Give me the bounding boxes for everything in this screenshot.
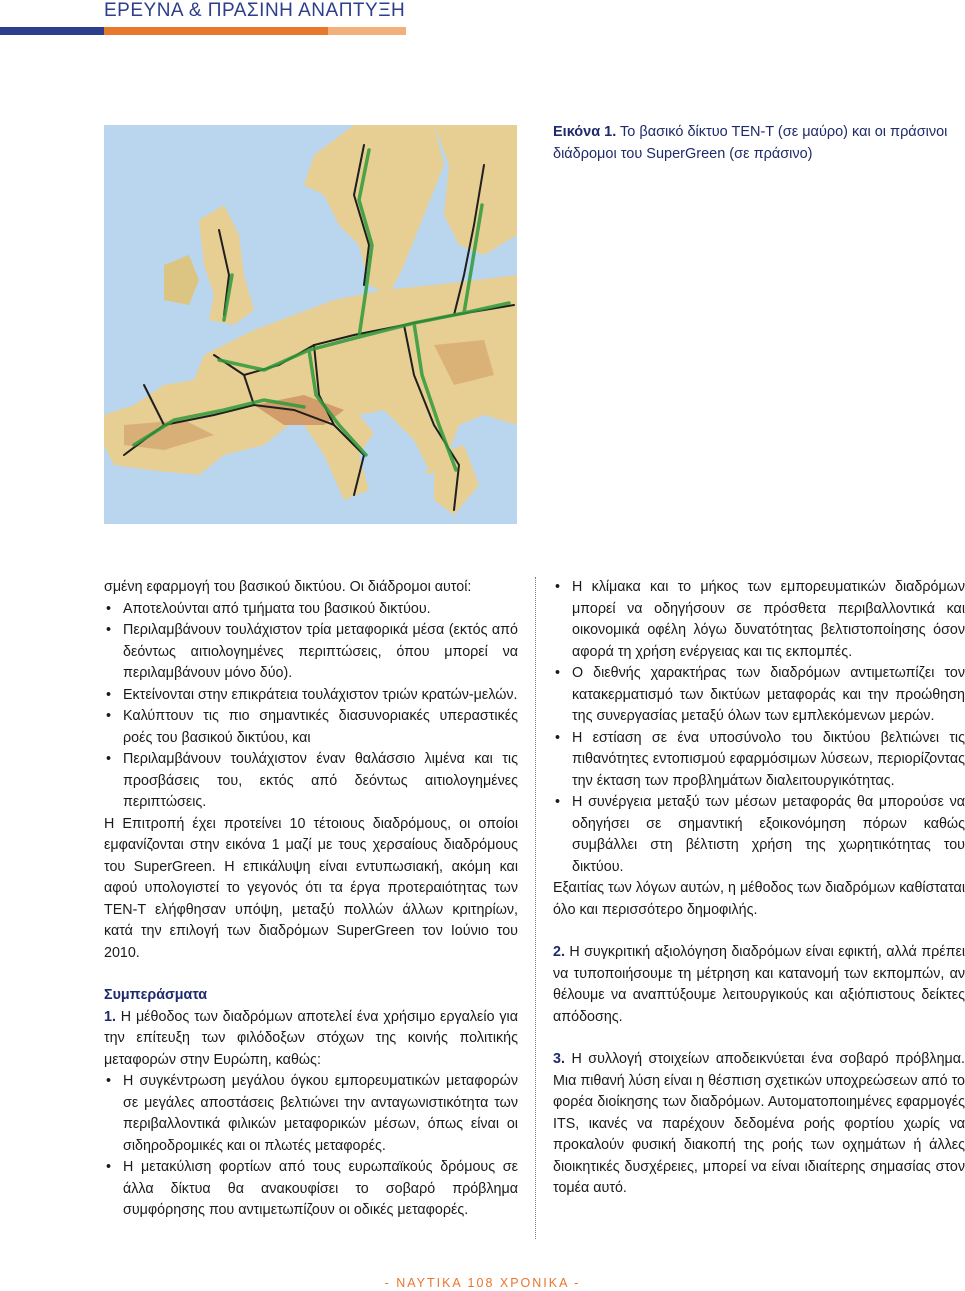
header-bar-blue (0, 27, 104, 35)
page-footer: - ΝΑΥΤΙΚΑ 108 ΧΡΟΝΙΚΑ - (384, 1276, 581, 1290)
point-number: 2. (553, 944, 565, 960)
conclusion-point-2 (553, 942, 965, 1028)
list-item: • Η κλίμακα και το μήκος των εμπορευματικών διαδρόμων μπορεί να οδηγήσουν σε πρόσθετα περιβαλλοντικά και οικονομικά οφέλη λόγω δυνατότητας βελτιστοποίησης όσον αφορά τη χρήση ενέργειας και τις εκπομπές. (553, 577, 965, 663)
list-item: • Καλύπτουν τις πιο σημαντικές διασυνοριακές υπεραστικές ροές του βασικού δικτύου, και (104, 706, 518, 749)
column-divider (535, 577, 536, 1239)
caption-text: Το βασικό δίκτυο ΤΕΝ-Τ (σε μαύρο) και οι πράσινοι διάδρομοι του SuperGreen (σε πράσινο) (553, 124, 948, 162)
list-item: • Η συγκέντρωση μεγάλου όγκου εμπορευματικών μεταφορών σε μεγάλες αποστάσεις βελτιώνει την ανταγωνιστικότητα των περιβαλλοντικά φιλικών μεταφορικών μέσων, όπως είναι οι σιδηροδρομικές και οι πλωτές μεταφορές. (104, 1071, 518, 1157)
point-number: 3. (553, 1051, 565, 1067)
conclusion-paragraph: Εξαιτίας των λόγων αυτών, η μέθοδος των διαδρόμων καθίσταται όλο και περισσότερο δημοφιλής. (553, 880, 965, 918)
list-item: • Εκτείνονται στην επικράτεια τουλάχιστον τριών κρατών-μελών. (104, 685, 518, 707)
figure-caption (553, 121, 963, 165)
header-bar-orange (104, 27, 328, 35)
benefits-list (553, 577, 965, 878)
point-text: Η συγκριτική αξιολόγηση διαδρόμων είναι εφικτή, αλλά πρέπει να τυποποιήσουμε τη μέτρηση και κατανομή των εκπομπών, αν θέλουμε να αναπτύξουμε λειτουργικούς και αξιόπιστους δείκτες απόδοσης. (553, 944, 965, 1025)
list-item: • Περιλαμβάνουν τουλάχιστον έναν θαλάσσιο λιμένα και τις προσβάσεις του, εκτός από δεόντως αιτιολογημένες περιπτώσεις. (104, 749, 518, 814)
corridor-criteria-list (104, 599, 518, 814)
list-item: • Ο διεθνής χαρακτήρας των διαδρόμων αντιμετωπίζει τον κατακερματισμό των δικτύων μεταφοράς και την προώθηση της συνεργασίας μεταξύ όλων των εμπλεκόμενων μερών. (553, 663, 965, 728)
section-title: ΕΡΕΥΝΑ & ΠΡΑΣΙΝΗ ΑΝΑΠΤΥΞΗ (104, 0, 406, 21)
body-paragraph: Η Επιτροπή έχει προτείνει 10 τέτοιους διαδρόμους, οι οποίοι εμφανίζονται στην εικόνα 1 μαζί με τους χερσαίους διαδρόμους του SuperGreen. Η επικάλυψη είναι εντυπωσιακή, ακόμη και αφού υπολογιστεί το γεγονός ότι τα έργα προτεραιότητας των ΤΕΝ-Τ ελήφθησαν υπόψη, μεταξύ πολλών άλλων κριτηρίων, κατά την επιλογή των διαδρόμων SuperGreen τον Ιούνιο του 2010. (104, 815, 518, 961)
europe-corridor-map (104, 125, 517, 524)
point-text: Η συλλογή στοιχείων αποδεικνύεται ένα σοβαρό πρόβλημα. Μια πιθανή λύση είναι η θέσπιση σχετικών υποχρεώσεων από το φορέα διοίκησης των διαδρόμων. Αυτοματοποιημένες εφαρμογές ITS, ικανές να παρέχουν δεδομένα ροής φορτίου χωρίς να προκαλούν φυσική διακοπή της ροής των οχημάτων ή άλλες διοικητικές δυσχέρειες, μπορεί να είναι ιδιαίτερης σημασίας στον τομέα αυτό. (553, 1051, 965, 1196)
intro-line: σμένη εφαρμογή του βασικού δικτύου. Οι διάδρομοι αυτοί: (104, 579, 472, 595)
point-number: 1. (104, 1008, 116, 1025)
header-bar-light-orange (328, 27, 406, 35)
point1-list (104, 1071, 518, 1222)
conclusion-point-3 (553, 1049, 965, 1200)
list-item: • Περιλαμβάνουν τουλάχιστον τρία μεταφορικά μέσα (εκτός από δεόντως αιτιολογημένες περιπτώσεις, όπου μπορεί να περιλαμβάνουν μόνο δύο). (104, 620, 518, 685)
list-item: • Η συνέργεια μεταξύ των μέσων μεταφοράς θα μπορούσε να οδηγήσει σε σημαντική εξοικονόμηση πόρων καθώς συμβάλλει στη βέλτιστη χρήση της χωρητικότητας του δικτύου. (553, 792, 965, 878)
point-text: Η μέθοδος των διαδρόμων αποτελεί ένα χρήσιμο εργαλείο για την επίτευξη των φιλόδοξων στόχων της κοινής πολιτικής μεταφορών στην Ευρώπη, καθώς: (104, 1008, 518, 1068)
left-column (104, 577, 518, 1222)
list-item: • Η μετακύλιση φορτίων από τους ευρωπαϊκούς δρόμους σε άλλα δίκτυα θα ανακουφίσει το σοβαρό πρόβλημα συμφόρησης που αντιμετωπίζουν οι οδικές μεταφορές. (104, 1157, 518, 1222)
conclusion-point-1 (104, 1007, 518, 1072)
list-item: • Η εστίαση σε ένα υποσύνολο του δικτύου βελτιώνει τις πιθανότητες εντοπισμού εφαρμόσιμων λύσεων, περιορίζοντας την έκταση των προβλημάτων διαλειτουργικότητας. (553, 728, 965, 793)
section-heading: Συμπεράσματα (104, 987, 208, 1003)
caption-label: Εικόνα 1. (553, 124, 617, 140)
list-item: • Αποτελούνται από τμήματα του βασικού δικτύου. (104, 599, 518, 621)
right-column (553, 577, 965, 1200)
map-graphic (104, 125, 517, 524)
